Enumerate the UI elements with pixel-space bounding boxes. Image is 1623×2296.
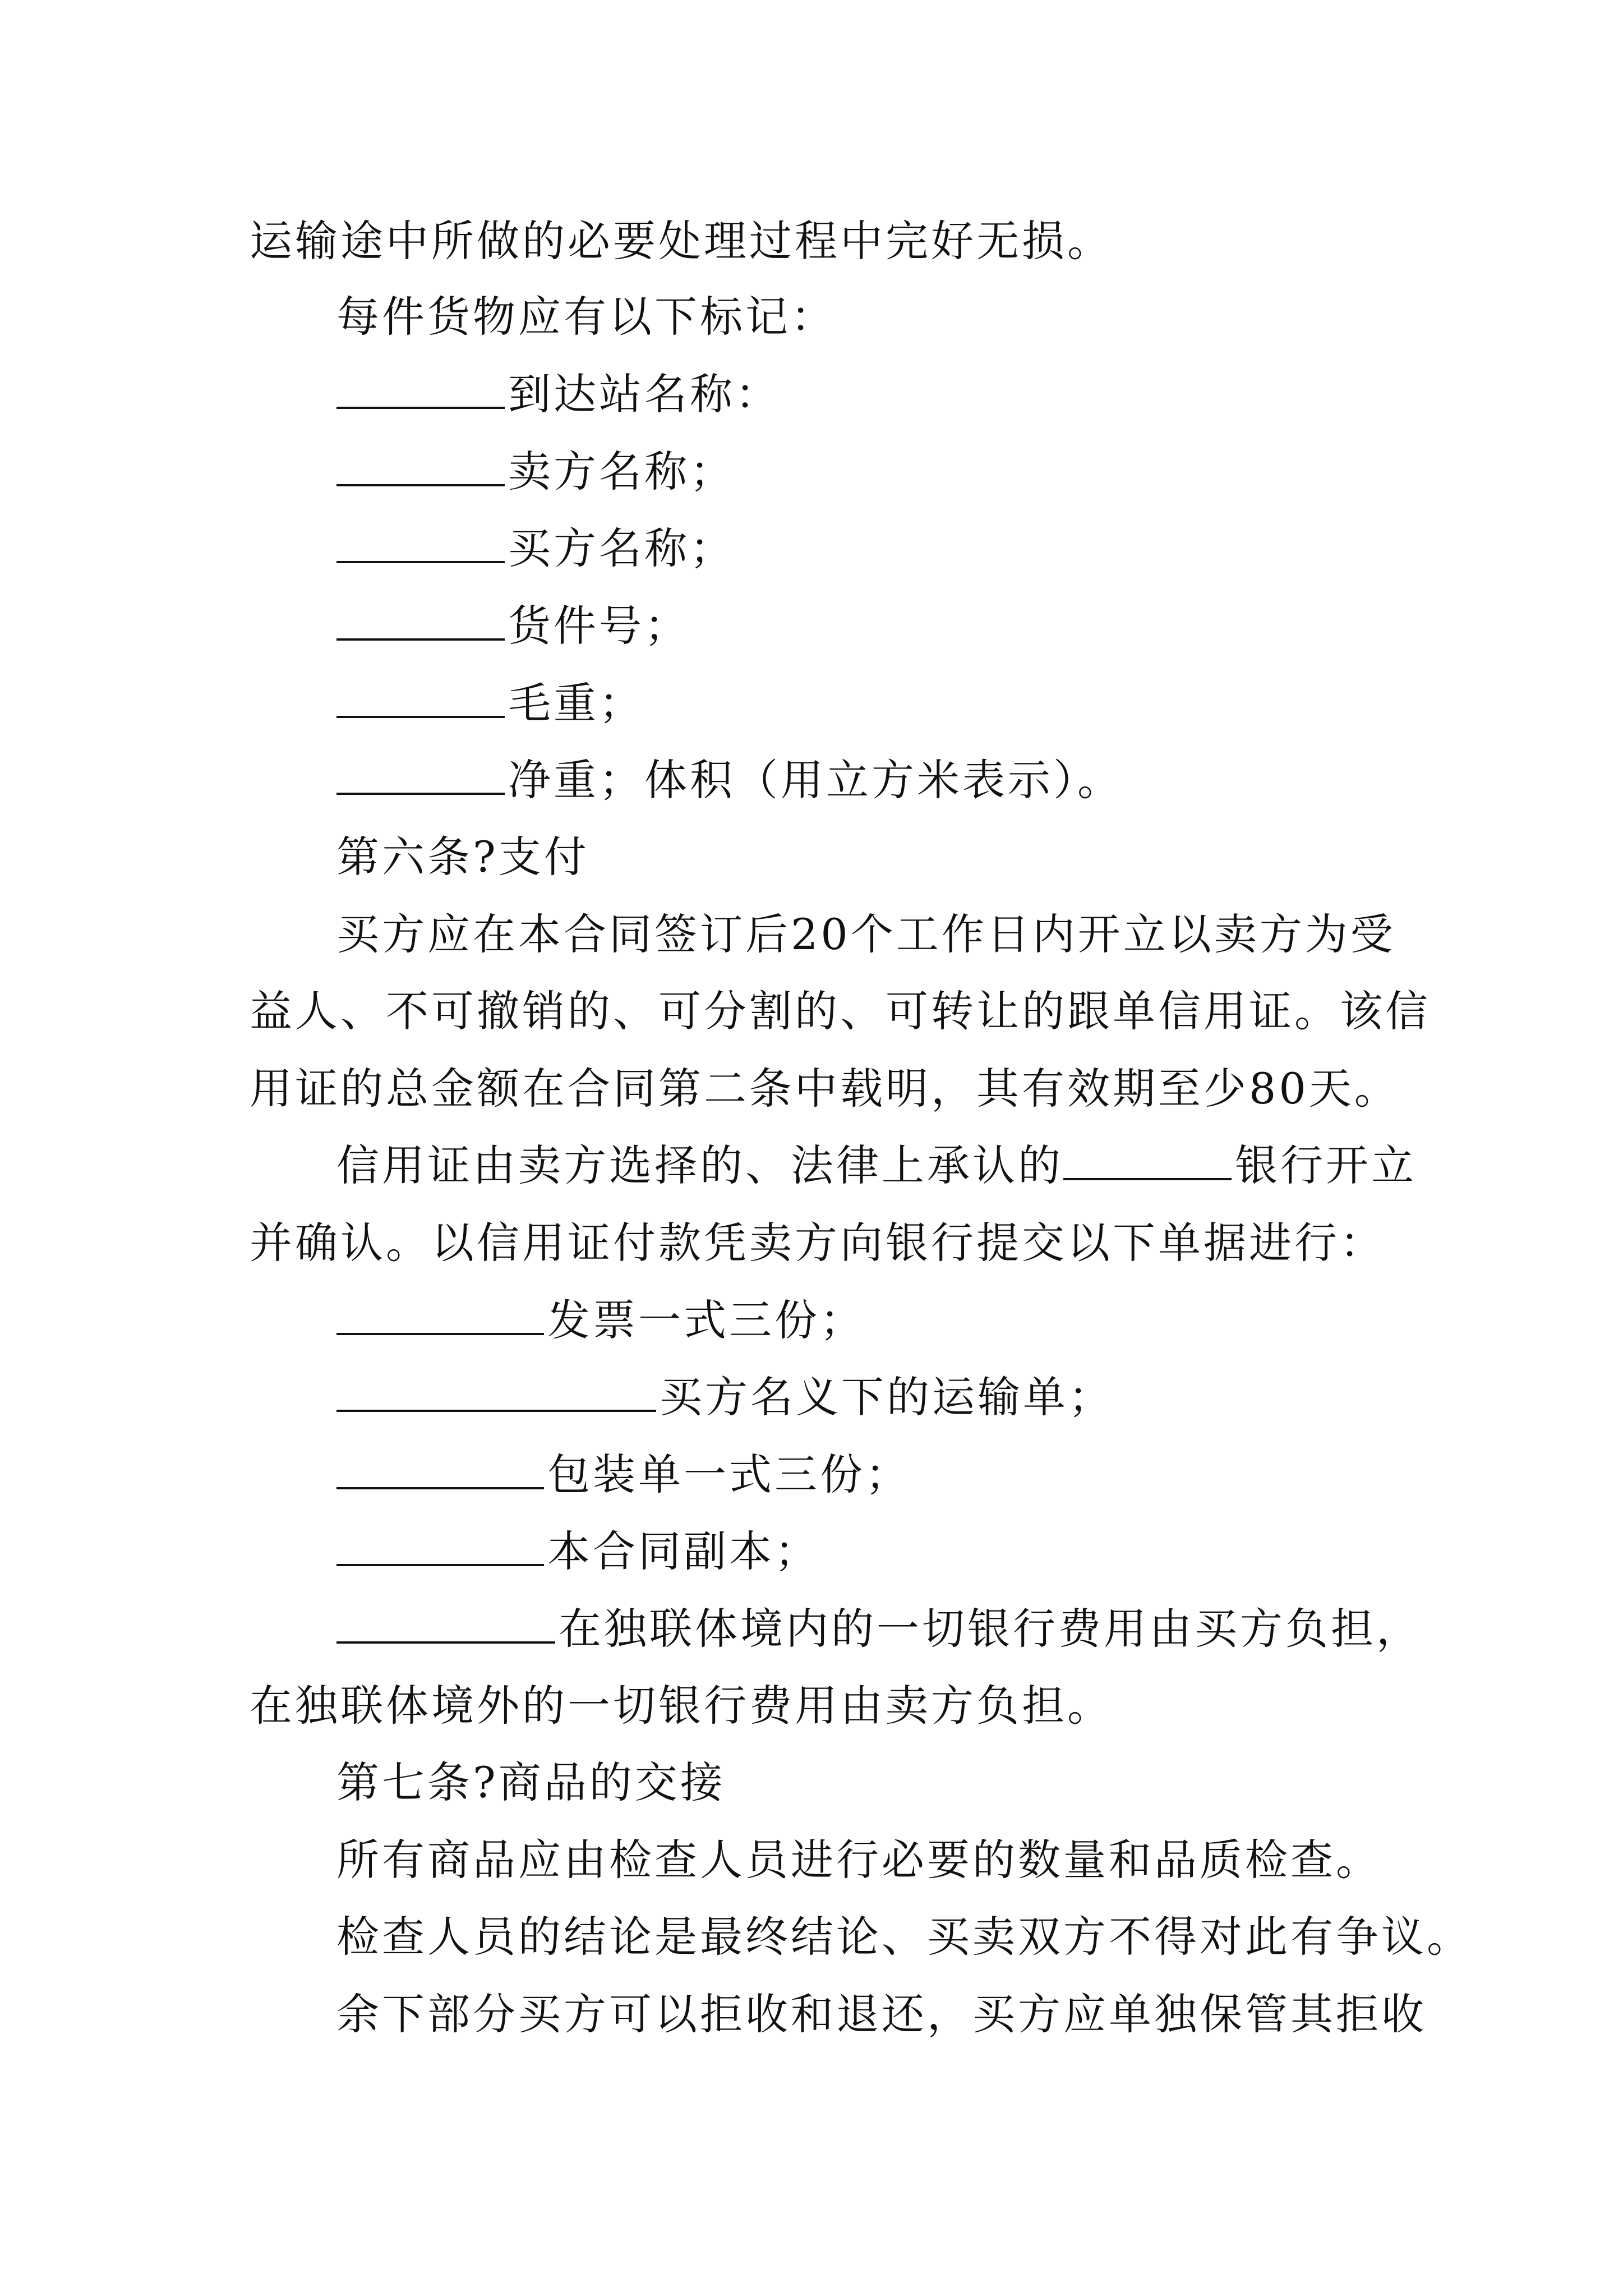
fill-blank[interactable]	[336, 1448, 544, 1489]
text-line	[250, 1675, 1394, 1737]
text-line	[250, 981, 1431, 1042]
fill-blank[interactable]	[336, 1602, 555, 1644]
marking-line-piece-number	[336, 595, 1396, 657]
text-segment: 银行开立	[1235, 1140, 1417, 1190]
text-segment: 本合同副本；	[547, 1526, 820, 1576]
text-segment: 第七条?商品的交接	[336, 1757, 726, 1807]
text-segment: 净重；体积（用立方米表示）。	[508, 755, 1123, 805]
text-segment: 买方名义下的运输单；	[660, 1372, 1114, 1422]
marking-line-buyer	[336, 518, 1396, 579]
section-heading	[336, 1752, 1396, 1814]
text-segment: 包装单一式三份；	[547, 1450, 911, 1499]
text-segment: 第六条?支付	[336, 832, 589, 882]
fill-blank[interactable]	[336, 599, 505, 641]
marking-line-net-weight	[336, 749, 1396, 811]
text-segment: 发票一式三份；	[547, 1295, 865, 1345]
fill-blank[interactable]	[336, 1294, 544, 1335]
marking-line-seller	[336, 441, 1396, 503]
text-segment: 卖方名称；	[508, 447, 735, 496]
text-line	[336, 904, 1396, 965]
marking-line-station	[336, 364, 1396, 425]
text-segment: 运输途中所做的必要处理过程中完好无损。	[250, 216, 1113, 266]
section-heading	[336, 826, 1396, 888]
fill-blank[interactable]	[336, 367, 505, 409]
text-segment: 益人、不可撤销的、可分割的、可转让的跟单信用证。该信	[250, 986, 1431, 1036]
text-segment: 并确认。以信用证付款凭卖方向银行提交以下单据进行：	[250, 1218, 1385, 1268]
text-segment: 买方名称；	[508, 523, 735, 573]
text-segment: 所有商品应由检查人员进行必要的数量和品质检查。	[336, 1835, 1381, 1885]
text-line	[336, 1135, 1417, 1197]
text-line	[250, 210, 1394, 272]
fill-blank[interactable]	[1063, 1139, 1232, 1180]
fill-blank[interactable]	[336, 753, 505, 795]
text-segment: 买方应在本合同签订后20个工作日内开立以卖方为受	[336, 909, 1396, 959]
text-segment: 余下部分买方可以拒收和退还，买方应单独保管其拒收	[336, 1989, 1427, 2039]
fill-blank[interactable]	[336, 522, 505, 563]
document-line-packing	[336, 1444, 1396, 1506]
fill-blank[interactable]	[336, 1525, 544, 1566]
text-segment: 在独联体境内的一切银行费用由买方负担，	[559, 1604, 1422, 1654]
text-segment: 检查人员的结论是最终结论、买卖双方不得对此有争议。	[336, 1912, 1472, 1962]
text-line	[336, 1598, 1422, 1660]
text-line	[336, 1984, 1427, 2045]
text-line	[250, 1212, 1394, 1274]
text-segment: 到达站名称：	[508, 369, 781, 419]
text-segment: 毛重；	[508, 678, 644, 728]
fill-blank[interactable]	[336, 1370, 656, 1412]
document-line-contract-copy	[336, 1521, 1396, 1582]
marking-line-gross-weight	[336, 673, 1396, 734]
text-segment: 每件货物应有以下标记：	[336, 292, 836, 342]
fill-blank[interactable]	[336, 677, 505, 718]
text-line	[250, 1058, 1400, 1120]
document-line-invoice	[336, 1290, 1396, 1351]
text-segment: 用证的总金额在合同第二条中载明，其有效期至少80天。	[250, 1064, 1400, 1114]
text-segment: 在独联体境外的一切银行费用由卖方负担。	[250, 1681, 1113, 1731]
document-line-transport	[336, 1366, 1396, 1428]
text-line	[336, 1829, 1396, 1891]
text-segment: 信用证由卖方选择的、法律上承认的	[336, 1140, 1063, 1190]
text-line	[336, 286, 1396, 348]
text-segment: 货件号；	[508, 601, 690, 651]
text-line	[336, 1906, 1472, 1968]
fill-blank[interactable]	[336, 445, 505, 486]
